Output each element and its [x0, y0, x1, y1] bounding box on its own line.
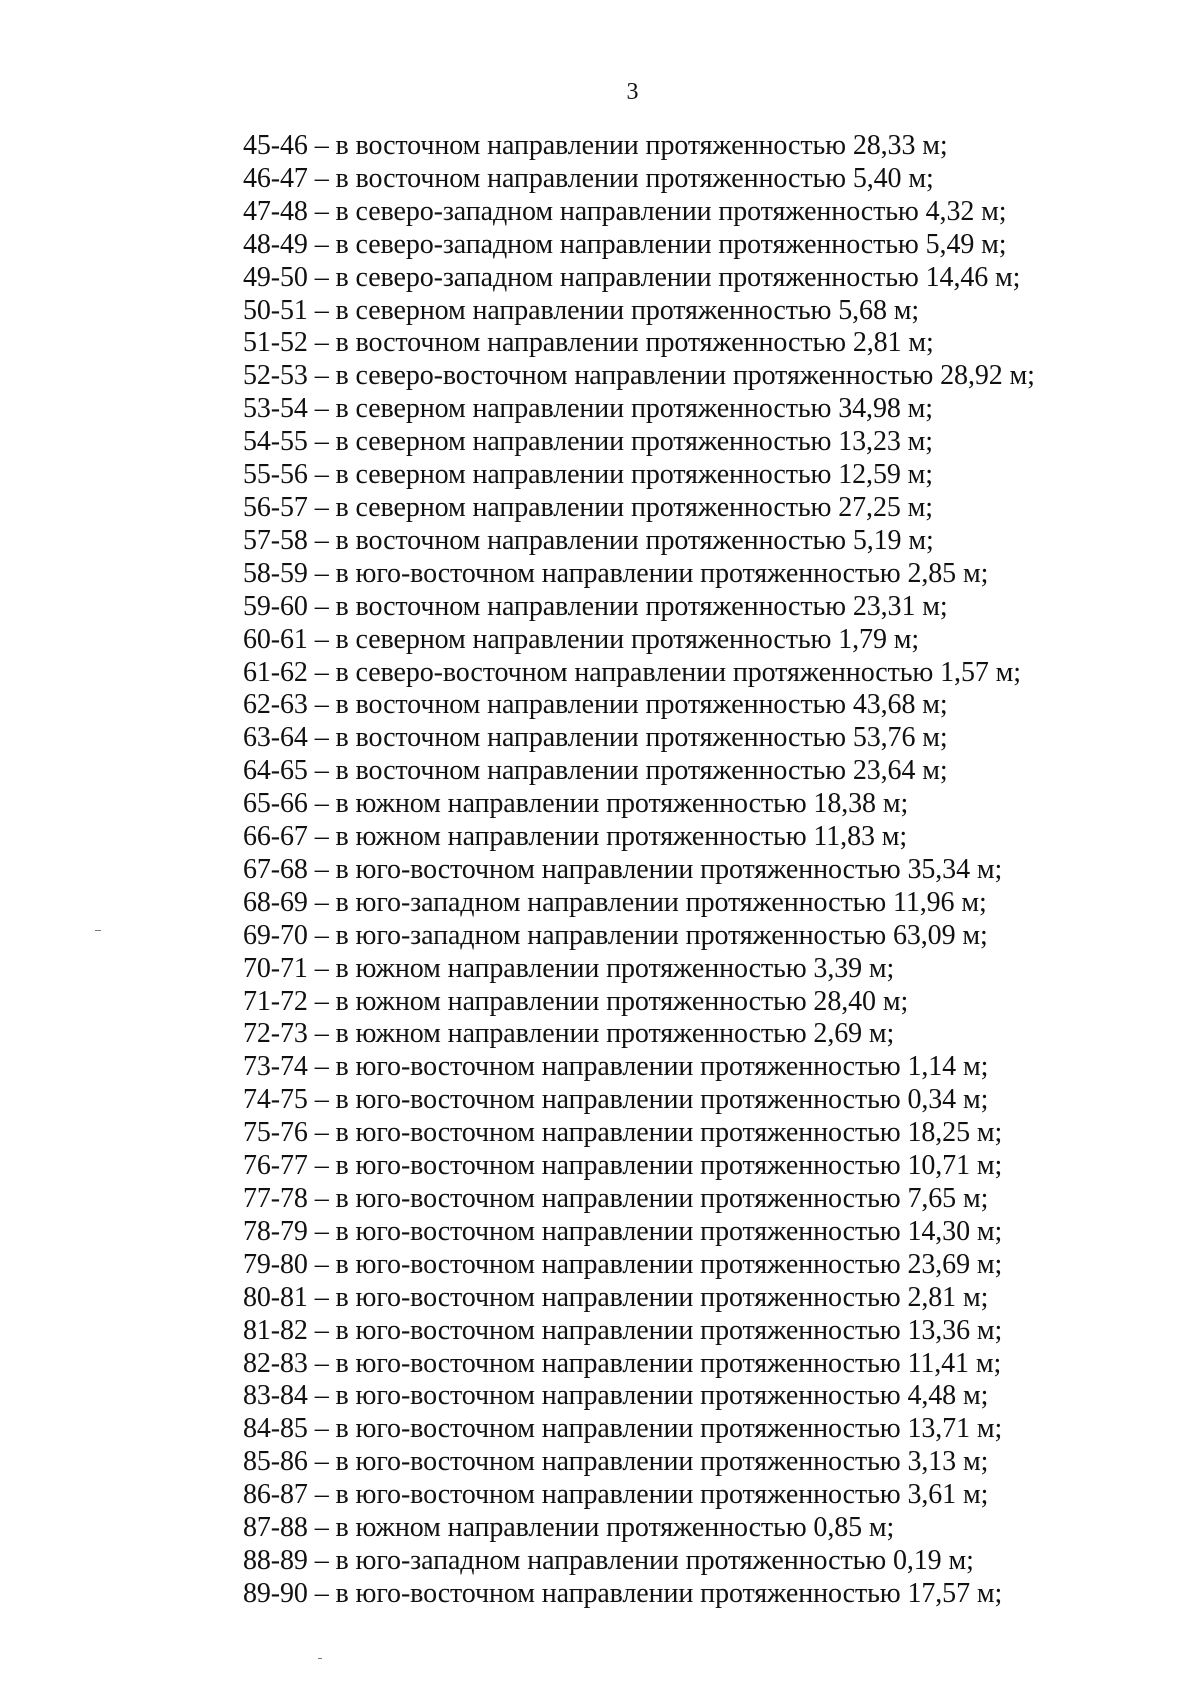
boundary-segment-line: 83-84 – в юго-восточном направлении протяженностью 4,48 м; [243, 1380, 989, 1412]
boundary-segment-line: 76-77 – в юго-восточном направлении протяженностью 10,71 м; [243, 1150, 1003, 1182]
boundary-segment-line: 54-55 – в северном направлении протяженностью 13,23 м; [243, 426, 933, 458]
boundary-segment-line: 46-47 – в восточном направлении протяженностью 5,40 м; [243, 162, 934, 194]
boundary-segment-line: 80-81 – в юго-восточном направлении протяженностью 2,81 м; [243, 1281, 989, 1313]
boundary-segment-line: 84-85 – в юго-восточном направлении протяженностью 13,71 м; [243, 1413, 1003, 1445]
boundary-segment-line: 47-48 – в северо-западном направлении протяженностью 4,32 м; [243, 195, 1007, 227]
boundary-segment-line: 82-83 – в юго-восточном направлении протяженностью 11,41 м; [243, 1347, 1002, 1379]
boundary-segment-line: 85-86 – в юго-восточном направлении протяженностью 3,13 м; [243, 1446, 989, 1478]
boundary-segment-line: 73-74 – в юго-восточном направлении протяженностью 1,14 м; [243, 1051, 989, 1083]
boundary-segment-line: 57-58 – в восточном направлении протяженностью 5,19 м; [243, 524, 934, 556]
boundary-segment-line: 88-89 – в юго-западном направлении протяженностью 0,19 м; [243, 1544, 974, 1576]
page-number: 3 [626, 79, 639, 105]
boundary-segment-line: 78-79 – в юго-восточном направлении протяженностью 14,30 м; [243, 1215, 1003, 1247]
boundary-segment-line: 59-60 – в восточном направлении протяженностью 23,31 м; [243, 590, 948, 622]
boundary-segment-line: 53-54 – в северном направлении протяженностью 34,98 м; [243, 393, 933, 425]
boundary-segment-line: 62-63 – в восточном направлении протяженностью 43,68 м; [243, 689, 948, 721]
boundary-segment-line: 65-66 – в южном направлении протяженностью 18,38 м; [243, 788, 909, 820]
boundary-segment-line: 49-50 – в северо-западном направлении протяженностью 14,46 м; [243, 261, 1021, 293]
boundary-segment-line: 89-90 – в юго-восточном направлении протяженностью 17,57 м; [243, 1577, 1003, 1609]
boundary-segment-line: 86-87 – в юго-восточном направлении протяженностью 3,61 м; [243, 1479, 989, 1511]
boundary-segment-line: 45-46 – в восточном направлении протяженностью 28,33 м; [243, 130, 948, 161]
boundary-segment-line: 72-73 – в южном направлении протяженностью 2,69 м; [243, 1018, 895, 1050]
boundary-segment-list [243, 130, 1035, 1611]
boundary-segment-line: 77-78 – в юго-восточном направлении протяженностью 7,65 м; [243, 1183, 989, 1214]
scan-speck [95, 930, 101, 931]
boundary-segment-line: 74-75 – в юго-восточном направлении протяженностью 0,34 м; [243, 1084, 989, 1116]
boundary-segment-line: 69-70 – в юго-западном направлении протяженностью 63,09 м; [243, 919, 988, 951]
boundary-segment-line: 55-56 – в северном направлении протяженностью 12,59 м; [243, 459, 933, 491]
boundary-segment-line: 64-65 – в восточном направлении протяженностью 23,64 м; [243, 755, 948, 787]
boundary-segment-line: 50-51 – в северном направлении протяженностью 5,68 м; [243, 294, 920, 326]
boundary-segment-line: 51-52 – в восточном направлении протяженностью 2,81 м; [243, 327, 934, 359]
boundary-segment-line: 66-67 – в южном направлении протяженностью 11,83 м; [243, 821, 908, 853]
boundary-segment-line: 56-57 – в северном направлении протяженностью 27,25 м; [243, 491, 933, 523]
boundary-segment-line: 87-88 – в южном направлении протяженностью 0,85 м; [243, 1512, 895, 1544]
boundary-segment-line: 67-68 – в юго-восточном направлении протяженностью 35,34 м; [243, 853, 1003, 885]
boundary-segment-line: 75-76 – в юго-восточном направлении протяженностью 18,25 м; [243, 1117, 1003, 1149]
boundary-segment-line: 48-49 – в северо-западном направлении протяженностью 5,49 м; [243, 228, 1007, 260]
boundary-segment-line: 79-80 – в юго-восточном направлении протяженностью 23,69 м; [243, 1248, 1003, 1280]
boundary-segment-line: 58-59 – в юго-восточном направлении протяженностью 2,85 м; [243, 557, 989, 589]
boundary-segment-line: 63-64 – в восточном направлении протяженностью 53,76 м; [243, 722, 948, 754]
boundary-segment-line: 71-72 – в южном направлении протяженностью 28,40 м; [243, 985, 909, 1017]
scan-speck [318, 1658, 322, 1659]
boundary-segment-line: 61-62 – в северо-восточном направлении протяженностью 1,57 м; [243, 656, 1021, 688]
boundary-segment-line: 60-61 – в северном направлении протяженностью 1,79 м; [243, 623, 920, 655]
boundary-segment-line: 81-82 – в юго-восточном направлении протяженностью 13,36 м; [243, 1314, 1003, 1346]
boundary-segment-line: 52-53 – в северо-восточном направлении протяженностью 28,92 м; [243, 360, 1035, 392]
boundary-segment-line: 68-69 – в юго-западном направлении протяженностью 11,96 м; [243, 886, 987, 918]
boundary-segment-line: 70-71 – в южном направлении протяженностью 3,39 м; [243, 952, 895, 984]
